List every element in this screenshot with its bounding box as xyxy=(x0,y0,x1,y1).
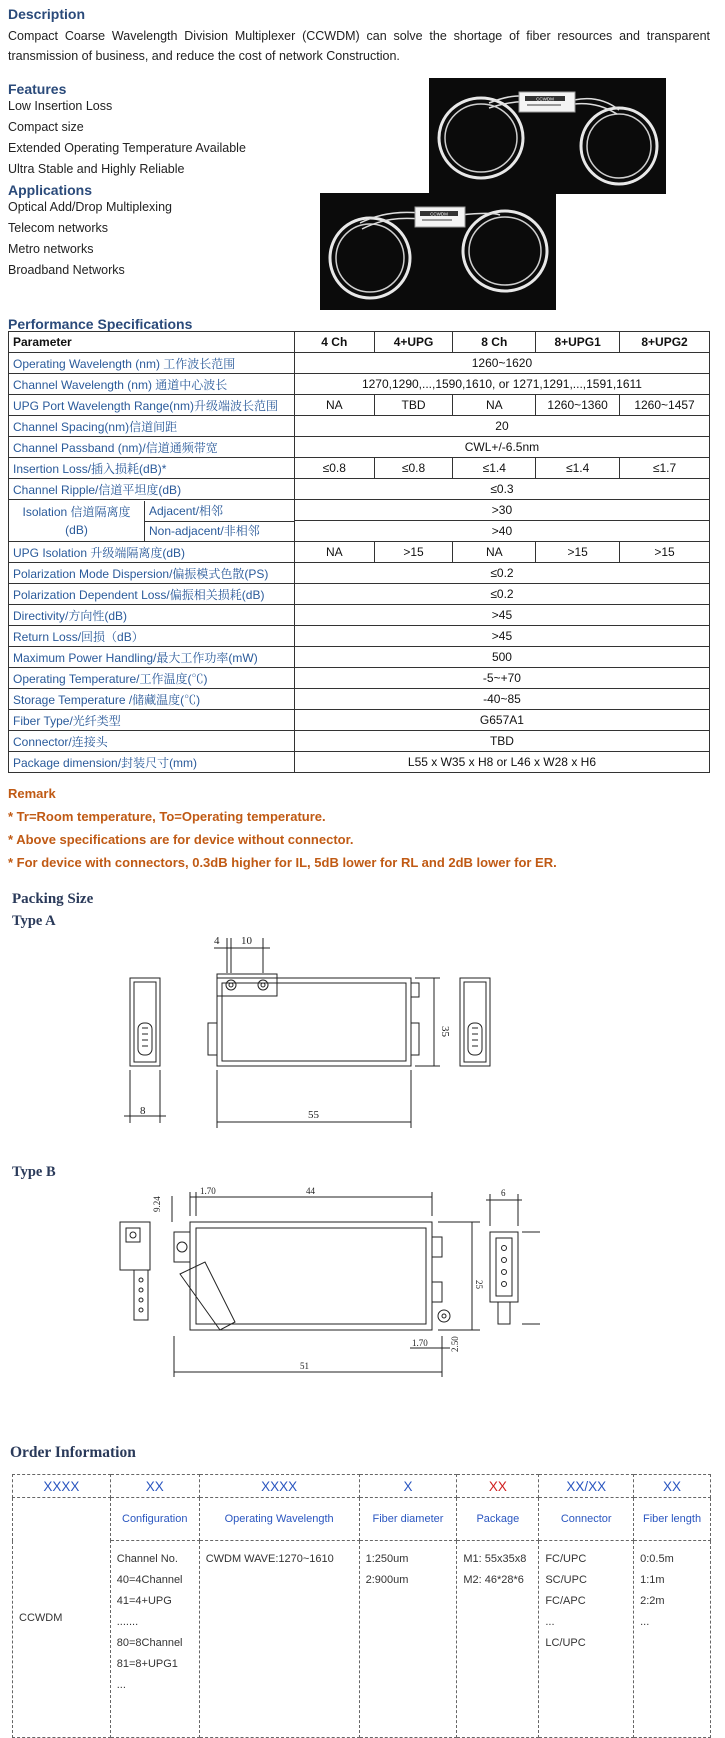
type-b-drawing xyxy=(110,1182,560,1382)
application-item: Optical Add/Drop Multiplexing xyxy=(8,200,172,214)
feature-item: Compact size xyxy=(8,120,84,134)
spec-value: NA xyxy=(453,395,536,416)
spec-value: CWL+/-6.5nm xyxy=(294,437,709,458)
dim-b-44: 44 xyxy=(306,1186,315,1196)
order-title: Fiber length xyxy=(634,1498,711,1541)
spec-value: >15 xyxy=(374,542,453,563)
order-option: 0:0.5m xyxy=(640,1553,674,1565)
dim-b-6: 6 xyxy=(501,1188,506,1198)
spec-row xyxy=(9,353,710,374)
order-code: X xyxy=(359,1475,457,1498)
spec-value: NA xyxy=(453,542,536,563)
spec-value: 1260~1620 xyxy=(294,353,709,374)
application-item: Telecom networks xyxy=(8,221,109,235)
order-title: Fiber diameter xyxy=(359,1498,457,1541)
spec-row xyxy=(9,437,710,458)
spec-row xyxy=(9,500,710,521)
dim-a-8: 8 xyxy=(140,1105,146,1117)
order-product: CCWDM xyxy=(13,1498,111,1738)
spec-param: Channel Passband (nm)/信道通频带宽 xyxy=(9,437,295,458)
spec-value: TBD xyxy=(374,395,453,416)
spec-value: G657A1 xyxy=(294,710,709,731)
spec-value: ≤0.2 xyxy=(294,584,709,605)
order-option: 80=8Channel xyxy=(116,1637,183,1649)
order-option: 1:1m xyxy=(640,1574,665,1586)
dim-b-2-50: 2.50 xyxy=(450,1336,460,1352)
spec-param: Return Loss/回损（dB） xyxy=(9,626,295,647)
order-package-options xyxy=(457,1541,539,1738)
order-option: SC/UPC xyxy=(545,1574,587,1586)
isolation-nonadjacent-label: Non-adjacent/非相邻 xyxy=(149,523,260,538)
order-wavelength-options xyxy=(199,1541,359,1738)
order-title: Operating Wavelength xyxy=(199,1498,359,1541)
order-option: ... xyxy=(545,1616,555,1628)
spec-param: Polarization Dependent Loss/偏振相关损耗(dB) xyxy=(9,584,295,605)
spec-value: >45 xyxy=(294,605,709,626)
type-a-label: Type A xyxy=(12,913,56,929)
photo-1-label: CCWDM xyxy=(536,96,554,102)
spec-value: >30 xyxy=(294,500,709,521)
features-heading: Features xyxy=(8,81,67,97)
order-title: Connector xyxy=(539,1498,634,1541)
product-photo-2 xyxy=(320,193,556,310)
applications-list xyxy=(8,197,172,281)
spec-row xyxy=(9,563,710,584)
order-connector-options xyxy=(539,1541,634,1738)
spec-row xyxy=(9,479,710,500)
spec-header-parameter: Parameter xyxy=(9,332,295,353)
spec-param: Channel Spacing(nm)信道间距 xyxy=(9,416,295,437)
spec-value: ≤1.4 xyxy=(536,458,620,479)
dim-a-55: 55 xyxy=(308,1109,319,1121)
order-length-options xyxy=(634,1541,711,1738)
spec-value: 1260~1457 xyxy=(620,395,710,416)
order-title: Package xyxy=(457,1498,539,1541)
spec-param: Operating Wavelength (nm) 工作波长范围 xyxy=(9,353,295,374)
packing-heading: Packing Size xyxy=(12,891,94,907)
remark-heading: Remark xyxy=(8,786,56,801)
order-table xyxy=(12,1474,711,1738)
spec-row xyxy=(9,542,710,563)
spec-value: -5~+70 xyxy=(294,668,709,689)
dim-b-1-70-bottom: 1.70 xyxy=(412,1338,428,1348)
order-fiber-options xyxy=(359,1541,457,1738)
spec-value: >45 xyxy=(294,626,709,647)
spec-row xyxy=(9,668,710,689)
spec-param: Fiber Type/光纤类型 xyxy=(9,710,295,731)
order-option: ... xyxy=(116,1679,126,1691)
spec-value: ≤0.3 xyxy=(294,479,709,500)
spec-param: Storage Temperature /储藏温度(℃) xyxy=(9,689,295,710)
remark-line: * Tr=Room temperature, To=Operating temperature. xyxy=(8,809,326,824)
order-code: XX xyxy=(110,1475,199,1498)
product-photo-1 xyxy=(429,78,666,194)
spec-value: 500 xyxy=(294,647,709,668)
spec-header-8ch: 8 Ch xyxy=(453,332,536,353)
spec-header-4ch: 4 Ch xyxy=(294,332,374,353)
order-option: Channel No. xyxy=(116,1553,178,1565)
order-option: 81=8+UPG1 xyxy=(116,1658,178,1670)
order-code-row xyxy=(13,1475,711,1498)
remark-line: * For device with connectors, 0.3dB higher for IL, 5dB lower for RL and 2dB lower for ER. xyxy=(8,855,557,870)
order-code: XXXX xyxy=(199,1475,359,1498)
spec-param: Maximum Power Handling/最大工作功率(mW) xyxy=(9,647,295,668)
spec-value: ≤1.4 xyxy=(453,458,536,479)
order-option: LC/UPC xyxy=(545,1637,586,1649)
order-option: CWDM WAVE:1270~1610 xyxy=(205,1553,334,1565)
order-option: ... xyxy=(640,1616,650,1628)
spec-row xyxy=(9,752,710,773)
spec-row xyxy=(9,395,710,416)
order-option: M2: 46*28*6 xyxy=(463,1574,524,1586)
spec-value: ≤0.8 xyxy=(294,458,374,479)
spec-param-isolation xyxy=(9,500,295,542)
spec-header-row xyxy=(9,332,710,353)
spec-row xyxy=(9,584,710,605)
spec-param: Channel Ripple/信道平坦度(dB) xyxy=(9,479,295,500)
spec-row xyxy=(9,605,710,626)
spec-header-4upg: 4+UPG xyxy=(374,332,453,353)
spec-value: ≤0.8 xyxy=(374,458,453,479)
features-list xyxy=(8,96,246,180)
type-a-drawing xyxy=(110,928,530,1148)
spec-param: Directivity/方向性(dB) xyxy=(9,605,295,626)
application-item: Metro networks xyxy=(8,242,94,256)
spec-value: ≤1.7 xyxy=(620,458,710,479)
spec-table xyxy=(8,331,710,773)
spec-row xyxy=(9,710,710,731)
spec-value: NA xyxy=(294,395,374,416)
isolation-adjacent-label: Adjacent/相邻 xyxy=(145,501,294,522)
type-b-label: Type B xyxy=(12,1164,56,1180)
order-option: 1:250um xyxy=(365,1553,409,1565)
photo-2-label: CCWDM xyxy=(430,211,448,217)
spec-param: Polarization Mode Dispersion/偏振模式色散(PS) xyxy=(9,563,295,584)
feature-item: Extended Operating Temperature Available xyxy=(8,141,246,155)
order-heading: Order Information xyxy=(10,1444,136,1461)
spec-value: TBD xyxy=(294,731,709,752)
order-option: ....... xyxy=(116,1616,139,1628)
spec-param: UPG Port Wavelength Range(nm)升级端波长范围 xyxy=(9,395,295,416)
spec-param: Package dimension/封装尺寸(mm) xyxy=(9,752,295,773)
spec-value: >40 xyxy=(294,521,709,542)
order-option: 40=4Channel xyxy=(116,1574,183,1586)
spec-value: ≤0.2 xyxy=(294,563,709,584)
isolation-unit: (dB) xyxy=(65,522,88,537)
spec-param: UPG Isolation 升级端隔离度(dB) xyxy=(9,542,295,563)
spec-param: Channel Wavelength (nm) 通道中心波长 xyxy=(9,374,295,395)
dim-b-25: 25 xyxy=(474,1280,484,1289)
spec-header-8upg2: 8+UPG2 xyxy=(620,332,710,353)
spec-param: Connector/连接头 xyxy=(9,731,295,752)
spec-header-8upg1: 8+UPG1 xyxy=(536,332,620,353)
dim-a-35: 35 xyxy=(439,1026,451,1037)
application-item: Broadband Networks xyxy=(8,263,125,277)
spec-row xyxy=(9,731,710,752)
dim-a-10: 10 xyxy=(241,935,252,947)
spec-value: L55 x W35 x H8 or L46 x W28 x H6 xyxy=(294,752,709,773)
spec-row xyxy=(9,689,710,710)
order-title-row xyxy=(13,1498,711,1541)
feature-item: Ultra Stable and Highly Reliable xyxy=(8,162,185,176)
isolation-label: Isolation 信道隔离度 xyxy=(22,504,131,519)
applications-heading: Applications xyxy=(8,182,93,198)
spec-row xyxy=(9,626,710,647)
remark-line: * Above specifications are for device without connector. xyxy=(8,832,354,847)
order-code: XX xyxy=(457,1475,539,1498)
spec-param: Insertion Loss/插入损耗(dB)* xyxy=(9,458,295,479)
order-code: XX/XX xyxy=(539,1475,634,1498)
description-text: Compact Coarse Wavelength Division Multiplexer (CCWDM) can solve the shortage of fiber resources and transparent transmission of business, and reduce the cost of network Construction. xyxy=(8,29,710,63)
order-option: FC/UPC xyxy=(545,1553,587,1565)
spec-value: 1270,1290,...,1590,1610, or 1271,1291,...,1591,1611 xyxy=(294,374,709,395)
order-option: M1: 55x35x8 xyxy=(463,1553,527,1565)
dim-b-51: 51 xyxy=(300,1361,309,1371)
spec-row xyxy=(9,374,710,395)
order-config-options xyxy=(110,1541,199,1738)
spec-row xyxy=(9,458,710,479)
spec-row xyxy=(9,647,710,668)
dim-b-1-70-top: 1.70 xyxy=(200,1186,216,1196)
order-option: 41=4+UPG xyxy=(116,1595,172,1607)
order-title: Configuration xyxy=(110,1498,199,1541)
spec-row xyxy=(9,416,710,437)
order-options-row xyxy=(13,1541,711,1738)
feature-item: Low Insertion Loss xyxy=(8,99,113,113)
order-code: XXXX xyxy=(13,1475,111,1498)
description-heading: Description xyxy=(8,6,86,22)
spec-value: 1260~1360 xyxy=(536,395,620,416)
spec-heading: Performance Specifications xyxy=(8,316,193,332)
spec-value: >15 xyxy=(620,542,710,563)
spec-value: 20 xyxy=(294,416,709,437)
spec-param: Operating Temperature/工作温度(℃) xyxy=(9,668,295,689)
spec-value: NA xyxy=(294,542,374,563)
dim-b-9-24: 9.24 xyxy=(152,1196,162,1212)
order-option: 2:900um xyxy=(365,1574,409,1586)
order-code: XX xyxy=(634,1475,711,1498)
spec-value: >15 xyxy=(536,542,620,563)
order-option: 2:2m xyxy=(640,1595,665,1607)
dim-a-4: 4 xyxy=(214,935,220,947)
spec-value: -40~85 xyxy=(294,689,709,710)
order-option: FC/APC xyxy=(545,1595,586,1607)
